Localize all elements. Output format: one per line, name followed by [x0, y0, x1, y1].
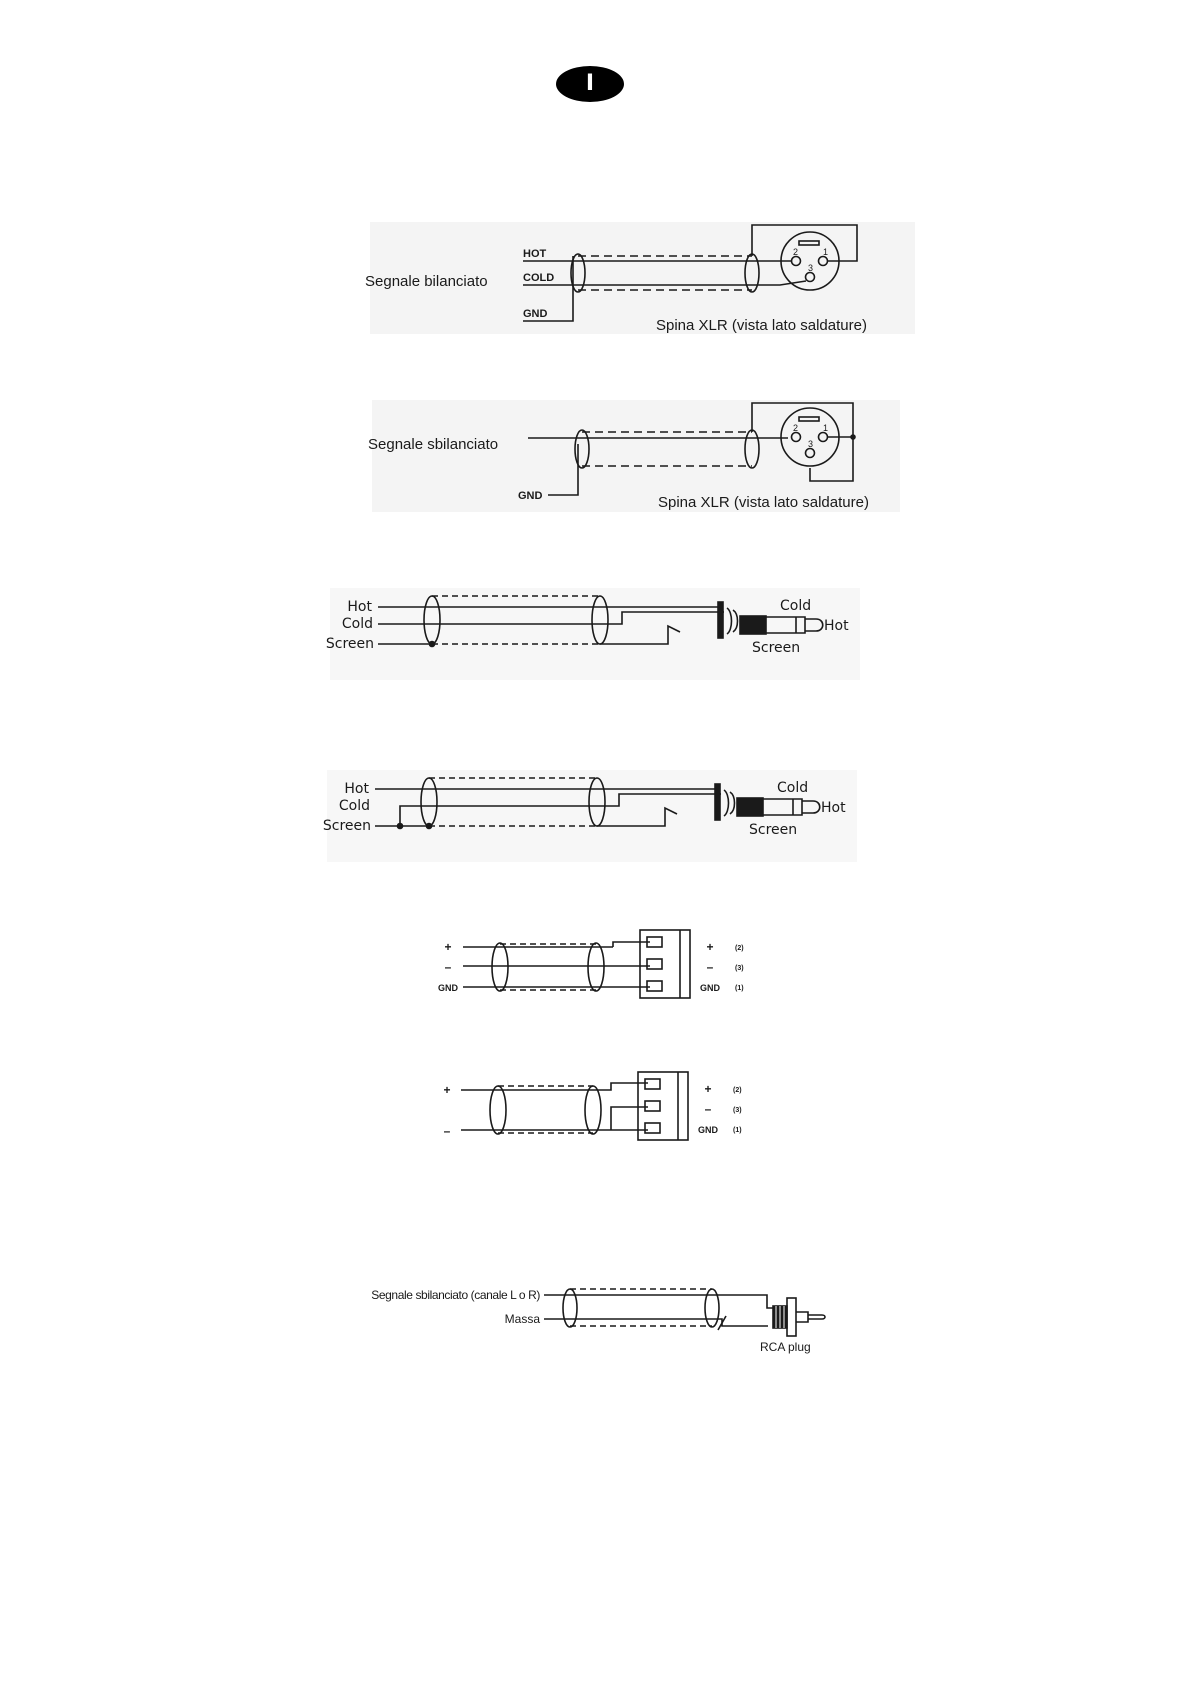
gnd-wire-label: GND — [518, 490, 543, 502]
svg-text:(1): (1) — [733, 1127, 742, 1134]
svg-text:–: – — [706, 960, 714, 974]
hot-wire-label: Hot — [347, 599, 372, 615]
minus-wire-label: – — [444, 960, 452, 974]
plus-wire-label: + — [443, 1083, 451, 1097]
plug-hot-label: Hot — [821, 800, 846, 816]
minus-to-gnd-bridge — [611, 1107, 648, 1130]
svg-text:(2): (2) — [733, 1087, 742, 1094]
xlr-caption: Spina XLR (vista lato saldature) — [656, 317, 867, 334]
plug-screen-label: Screen — [752, 640, 801, 656]
cold-wire-label: Cold — [341, 616, 373, 632]
screen-wire-label: Screen — [322, 818, 371, 834]
plug-screen-label: Screen — [749, 822, 798, 838]
minus-wire-label: – — [443, 1124, 451, 1138]
svg-text:(3): (3) — [735, 965, 744, 972]
diagram-unbalanced-terminal — [443, 1072, 741, 1140]
terminal-slot-1 — [647, 981, 662, 991]
terminal-slot-2 — [645, 1079, 660, 1089]
svg-text:(2): (2) — [735, 945, 744, 952]
terminal-slot-3 — [647, 959, 662, 969]
diagram-unbalanced-jack — [323, 770, 857, 862]
svg-text:2: 2 — [793, 247, 799, 257]
language-badge: I — [556, 66, 624, 102]
screen-wire-label: Screen — [325, 636, 374, 652]
rca-plug-caption: RCA plug — [760, 1340, 811, 1354]
plug-cold-label: Cold — [777, 780, 809, 796]
plus-wire — [461, 1083, 648, 1090]
rca-signal-wire — [544, 1295, 775, 1308]
gnd-wire-label: GND — [523, 308, 548, 320]
terminal-slot-3 — [645, 1101, 660, 1111]
rca-ground-wire — [544, 1319, 768, 1326]
svg-text:GND: GND — [700, 983, 720, 993]
diagram-balanced-terminal — [438, 930, 744, 998]
plus-wire-label: + — [444, 940, 452, 954]
unbalanced-signal-label: Segnale sbilanciato — [368, 436, 499, 453]
rca-pin — [808, 1315, 825, 1319]
jack-body — [740, 616, 766, 634]
cold-wire-label: COLD — [523, 272, 555, 284]
svg-text:+: + — [706, 940, 714, 954]
shield-end-right — [585, 1086, 601, 1134]
svg-text:1: 1 — [823, 247, 829, 257]
plug-cold-label: Cold — [780, 598, 812, 614]
svg-text:+: + — [704, 1082, 712, 1096]
balanced-signal-label: Segnale bilanciato — [365, 273, 488, 290]
shield-end-left — [492, 943, 508, 991]
svg-text:3: 3 — [808, 263, 814, 273]
rca-ground-label: Massa — [504, 1312, 540, 1326]
rca-shell — [796, 1312, 808, 1322]
terminal-slot-1 — [645, 1123, 660, 1133]
jack-body — [737, 798, 763, 816]
xlr-caption: Spina XLR (vista lato saldature) — [658, 494, 869, 511]
rca-collar — [787, 1298, 796, 1336]
jack-terminal — [715, 784, 720, 820]
svg-text:–: – — [704, 1102, 712, 1116]
diagram-rca — [371, 1288, 825, 1354]
shield-end-right — [588, 943, 604, 991]
svg-text:1: 1 — [823, 423, 829, 433]
jack-terminal — [718, 602, 723, 638]
svg-text:(1): (1) — [735, 985, 744, 992]
svg-text:GND: GND — [698, 1125, 718, 1135]
plug-hot-label: Hot — [824, 618, 849, 634]
rca-signal-label: Segnale sbilanciato (canale L o R) — [371, 1288, 540, 1302]
gnd-wire-label: GND — [438, 983, 458, 993]
svg-text:3: 3 — [808, 439, 814, 449]
svg-text:(3): (3) — [733, 1107, 742, 1114]
hot-wire-label: Hot — [344, 781, 369, 797]
shield-end-left — [490, 1086, 506, 1134]
diagram-unbalanced-xlr — [368, 400, 900, 512]
hot-wire-label: HOT — [523, 248, 547, 260]
diagram-balanced-jack — [326, 588, 860, 680]
cold-wire-label: Cold — [338, 798, 370, 814]
diagram-balanced-xlr — [365, 222, 915, 334]
svg-text:2: 2 — [793, 423, 799, 433]
